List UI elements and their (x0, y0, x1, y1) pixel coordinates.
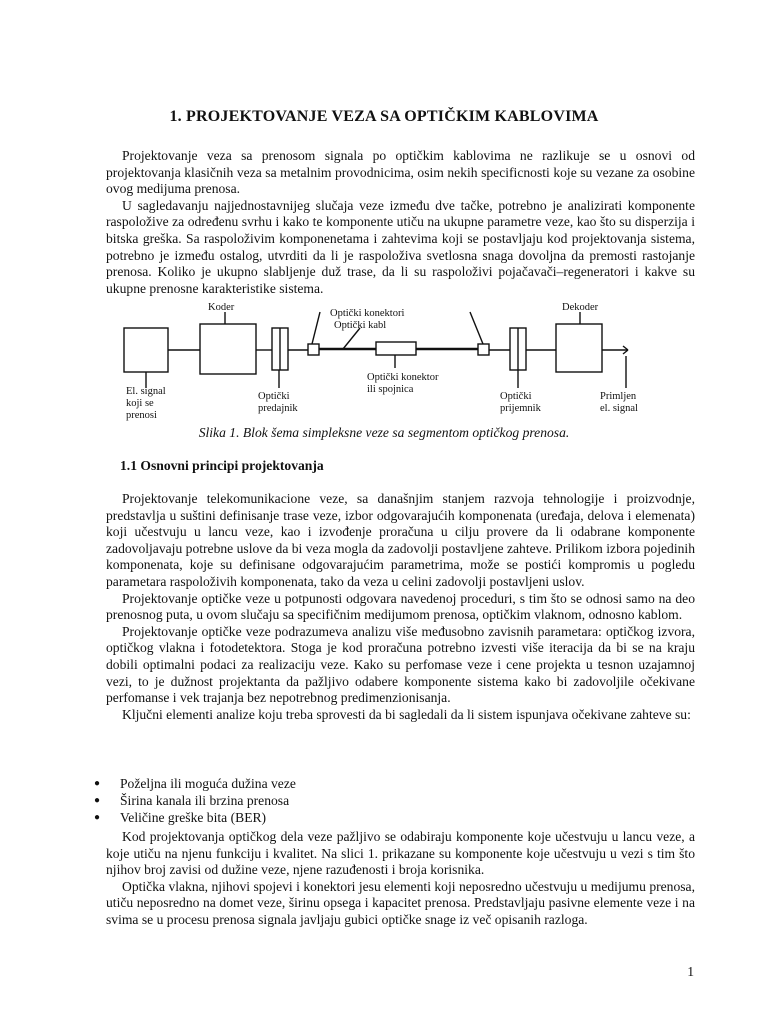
dekoder-block (556, 324, 602, 372)
connector-right (478, 344, 489, 355)
paragraph: Kod projektovanja optičkog dela veze pažljivo se odabiraju komponente koje učestvuju u lancu veze, a koje utiču na njenu funkciju i kvalitet. Na slici 1. prikazane su komponente koje učestvuju u vezi s tim što njihov broj zavisi od dužine veze, njene razuđenosti i broja korisnika. (106, 829, 695, 878)
label-opticki-konektori: Optički konektori (330, 308, 405, 319)
signal-source-block (124, 328, 168, 372)
paragraph: Optička vlakna, njihovi spojevi i konektori jesu elementi koji neposredno učestvuju u medijumu prenosa, utiču neposredno na domet veze, širinu opsega i kapacitet prenosa. Predstavljaju pasivne elemente veze i na svima se u procesu prenosa signala javljaju gubici optičke snage iz več opisanih razloga. (106, 878, 695, 927)
label-primljen-2: el. signal (600, 403, 638, 414)
label-predajnik-2: predajnik (258, 403, 298, 414)
intro-text (106, 148, 695, 297)
list-item: ● Poželjna ili moguća dužina veze (94, 775, 296, 792)
key-elements-list (94, 775, 296, 826)
splice-block (376, 342, 416, 355)
label-el-signal-2: koji se (126, 398, 154, 409)
paragraph: Projektovanje veza sa prenosom signala po optičkim kablovima ne razlikuje se u osnovi od projektovanja klasičnih veza sa metalnim provodnicima, osim nekih specificnosti koje su vezane za osobine ovog medijuma prenosa. (106, 148, 695, 197)
koder-block (200, 324, 256, 374)
section-body (106, 491, 695, 723)
block-diagram (0, 298, 768, 428)
label-koder: Koder (208, 302, 235, 313)
paragraph: U sagledavanju najjednostavnijeg slučaja veze između dve tačke, potrebno je analizirati komponente raspoložive za određenu svrhu i kako te komponente utiču na ukupne parametre veze, kao što su disperzija i bitska greška. Sa raspoloživim komponenetama i zahtevima koji se postavljaju kod projektovanja sistema, potrebno je između ostalog, utvrditi da li je raspoloživa svetlosna snaga dovoljna da premosti rastojanje prenosa. Koliko je ukupno slabljenje duž trase, da li su raspoloživi pojačavači–regeneratori i kakve su ukupne prenosne karakteristike sistema. (106, 197, 695, 296)
paragraph: Ključni elementi analize koju treba sprovesti da bi sagledali da li sistem ispunjava očekivane zahteve su: (122, 706, 691, 722)
list-item: ● Širina kanala ili brzina prenosa (94, 792, 296, 809)
label-opticki-kabl: Optički kabl (334, 320, 387, 331)
label-dekoder: Dekoder (562, 302, 599, 313)
label-predajnik-1: Optički (258, 391, 290, 402)
section-heading: 1.1 Osnovni principi projektovanja (120, 458, 324, 473)
page-number: 1 (687, 964, 694, 979)
paragraph: Projektovanje optičke veze u potpunosti odgovara navedenoj proceduri, s tim što se odnosi samo na deo prenosnog puta, u ovom slučaju sa specifičnim medijumom prenosa, optičkim vlaknom, odnosno kablom. (106, 590, 695, 623)
label-primljen-1: Primljen (600, 391, 637, 402)
chapter-title: 1. PROJEKTOVANJE VEZA SA OPTIČKIM KABLOVIMA (169, 108, 599, 125)
paragraph: Projektovanje optičke veze podrazumeva analizu više međusobno zavisnih parametara: optičkog izvora, optičkog vlakna i fotodetektora. Stoga je kod proračuna potrebno izvesti više iteracija da bi se na kraju dobili optimalni podaci za realizaciju veze. Kako su perfomase veze i cene projekta u tesnon uzajamnoj vezi, to je dužnost projektanta da pažljivo odabere komponente sistema kako bi zadovoljile očekivane perfomanse i vek trajanja bez nepotrebnog predimenzionisanja. (106, 623, 695, 706)
label-el-signal-3: prenosi (126, 410, 157, 421)
label-el-signal-1: El. signal (126, 386, 166, 397)
paragraph: Projektovanje telekomunikacione veze, sa današnjim stanjem razvoja tehnologije i proizvodnje, predstavlja u suštini definisanje trase veze, izbor odgovarajućih komponenata (uređaja, delova i elemenata) koji učestvuju u lancu veze, kao i izvođenje proračuna u cilju provere da li odabrane komponente zadovoljavaju potrebne uslove da bi veza mogla da zadovolji postavljene zahteve. Prilikom izbora pojedinih komponenata, koje su definisane odgovarajućim parametrima, može se postići kompromis u pogledu parametara raspoloživih komponenata, tako da veza u celini zadovolji postavljeni uslov. (106, 491, 695, 589)
connector-left (308, 344, 319, 355)
list-item: ● Veličine greške bita (BER) (94, 809, 296, 826)
label-prijemnik-1: Optički (500, 391, 532, 402)
figure-caption: Slika 1. Blok šema simpleksne veze sa segmentom optičkog prenosa. (198, 425, 570, 440)
label-konektor-2: ili spojnica (367, 384, 414, 395)
label-prijemnik-2: prijemnik (500, 403, 541, 414)
closing-text (106, 829, 695, 929)
label-konektor-1: Optički konektor (367, 372, 439, 383)
